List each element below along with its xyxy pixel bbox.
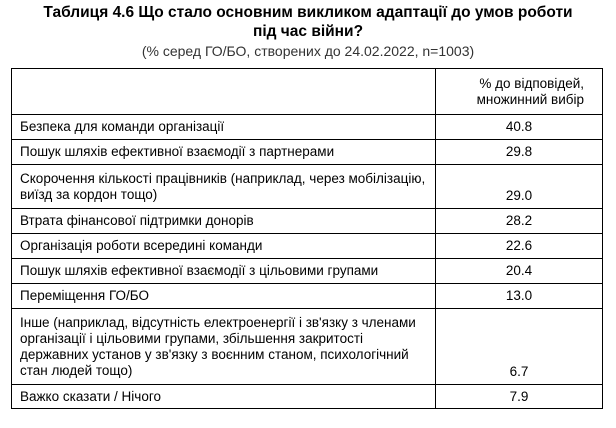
table-row bbox=[12, 165, 603, 209]
table-row bbox=[12, 115, 603, 140]
results-table bbox=[11, 68, 603, 409]
row-value: 28.2 bbox=[436, 209, 603, 234]
row-label: Втрата фінансової підтримки донорів bbox=[12, 209, 436, 234]
table-row bbox=[12, 234, 603, 259]
table-title-line-1: Таблиця 4.6 Що стало основним викликом адаптації до умов роботи bbox=[43, 4, 573, 21]
row-label: Пошук шляхів ефективної взаємодії з цільовими групами bbox=[12, 259, 436, 284]
table-row bbox=[12, 385, 603, 409]
table-header-row bbox=[12, 69, 603, 115]
row-label: Важко сказати / Нічого bbox=[12, 385, 436, 409]
table-row bbox=[12, 209, 603, 234]
header-value-cell bbox=[436, 69, 603, 115]
table-row bbox=[12, 309, 603, 385]
row-value: 20.4 bbox=[436, 259, 603, 284]
row-value: 29.8 bbox=[436, 140, 603, 165]
table-row bbox=[12, 140, 603, 165]
row-value: 40.8 bbox=[436, 115, 603, 140]
row-value: 13.0 bbox=[436, 284, 603, 309]
table-title bbox=[0, 3, 616, 41]
row-label: Безпека для команди організації bbox=[12, 115, 436, 140]
row-label: Організація роботи всередині команди bbox=[12, 234, 436, 259]
header-value-line-1: % до відповідей, bbox=[479, 75, 584, 91]
row-label: Переміщення ГО/БО bbox=[12, 284, 436, 309]
row-value: 29.0 bbox=[436, 165, 603, 209]
header-label-cell bbox=[12, 69, 436, 115]
row-value: 7.9 bbox=[436, 385, 603, 409]
row-label: Інше (наприклад, відсутність електроенергії і зв'язку з членами організації і цільовими групами, збільшення закритості державних установ у зв'язку з воєнним станом, психологічний стан людей тощо) bbox=[12, 309, 436, 385]
table-title-line-2: під час війни? bbox=[252, 23, 364, 40]
header-value-line-2: множинний вибір bbox=[476, 91, 584, 107]
table-row bbox=[12, 284, 603, 309]
table-row bbox=[12, 259, 603, 284]
row-value: 22.6 bbox=[436, 234, 603, 259]
row-label: Скорочення кількості працівників (наприклад, через мобілізацію, виїзд за кордон тощо) bbox=[12, 165, 436, 209]
row-label: Пошук шляхів ефективної взаємодії з партнерами bbox=[12, 140, 436, 165]
table-subtitle: (% серед ГО/БО, створених до 24.02.2022, n=1003) bbox=[141, 43, 475, 59]
row-value: 6.7 bbox=[436, 309, 603, 385]
